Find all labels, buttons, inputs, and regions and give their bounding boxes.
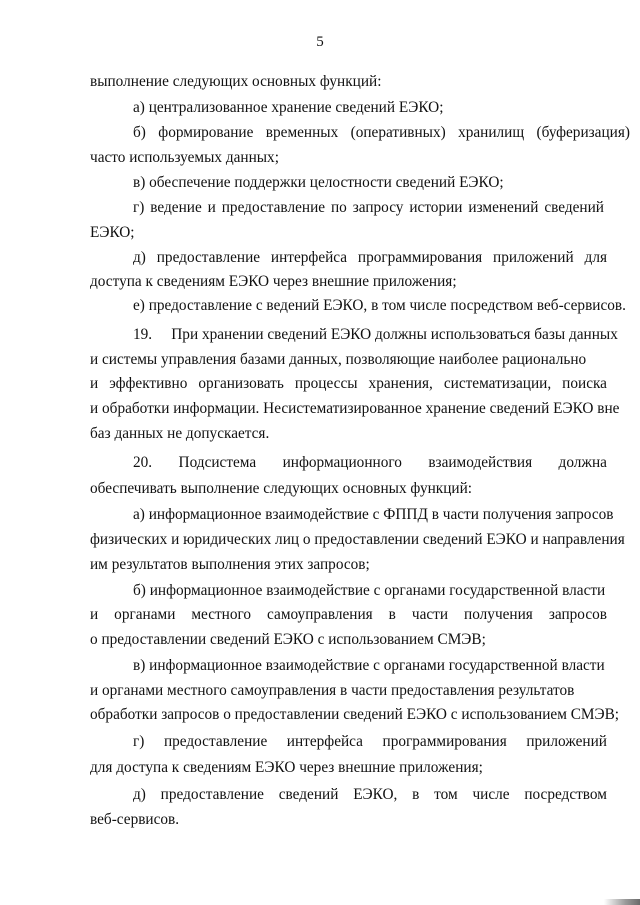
text-line: а) централизованное хранение сведений ЕЭКО; xyxy=(133,99,444,116)
text-word: (буферизация) xyxy=(536,124,630,141)
text-word: запросов xyxy=(548,606,607,623)
text-word: должна xyxy=(558,454,607,471)
text-line: е) предоставление с ведений ЕЭКО, в том числе посредством веб-сервисов. xyxy=(133,297,626,314)
text-line: обработки запросов о предоставлении сведений ЕЭКО с использованием СМЭВ; xyxy=(90,706,620,723)
text-line: выполнение следующих основных функций: xyxy=(90,73,382,90)
text-line: в) информационное взаимодействие с органами государственной власти xyxy=(133,657,605,674)
text-word: систематизации, xyxy=(443,375,552,392)
text-line xyxy=(133,786,607,804)
text-line: часто используемых данных; xyxy=(90,149,279,166)
text-word: взаимодействия xyxy=(428,454,533,471)
text-word: сведений xyxy=(278,786,339,803)
text-line xyxy=(90,606,607,624)
text-line: ЕЭКО; xyxy=(90,224,135,241)
text-line: о предоставлении сведений ЕЭКО с использованием СМЭВ; xyxy=(90,631,486,648)
text-word: д) xyxy=(133,249,146,266)
text-word: запросу xyxy=(352,199,404,216)
text-line: доступа к сведениям ЕЭКО через внешние приложения; xyxy=(90,273,457,290)
text-line: баз данных не допускается. xyxy=(90,425,270,442)
text-line xyxy=(133,249,607,267)
text-word: д) xyxy=(133,786,146,803)
scan-edge-mark xyxy=(604,899,640,905)
text-line xyxy=(133,124,630,142)
text-word: хранения, xyxy=(368,375,433,392)
text-word: в xyxy=(412,786,420,803)
text-word: предоставление xyxy=(156,249,261,266)
text-word: хранилищ xyxy=(458,124,525,141)
text-line: б) информационное взаимодействие с органами государственной власти xyxy=(133,582,606,599)
text-line: и органами местного самоуправления в части предоставления результатов xyxy=(90,682,575,699)
text-word: для xyxy=(584,249,607,266)
text-word: интерфейса xyxy=(270,249,348,266)
text-word: информационного xyxy=(282,454,402,471)
text-word: и xyxy=(90,375,99,392)
text-word: приложений xyxy=(526,733,607,750)
text-word: и xyxy=(90,606,99,623)
text-word: временных xyxy=(265,124,339,141)
text-line: физических и юридических лиц о предоставлении сведений ЕЭКО и направления xyxy=(90,531,625,548)
text-line xyxy=(90,375,607,393)
text-word: процессы xyxy=(294,375,358,392)
text-word: части xyxy=(411,606,449,623)
text-word: в xyxy=(388,606,396,623)
text-line: 19. При хранении сведений ЕЭКО должны использоваться базы данных xyxy=(133,326,618,343)
text-line xyxy=(133,733,607,751)
text-line: веб-сервисов. xyxy=(90,811,180,828)
text-word: 20. xyxy=(133,454,153,471)
text-word: и xyxy=(207,199,216,216)
text-word: по xyxy=(330,199,347,216)
text-word: Подсистема xyxy=(178,454,257,471)
text-word: предоставление xyxy=(221,199,326,216)
text-line: и системы управления базами данных, позволяющие наиболее рационально xyxy=(90,351,587,368)
text-word: посредством xyxy=(524,786,607,803)
text-word: том xyxy=(434,786,458,803)
text-line xyxy=(133,454,607,472)
text-word: истории xyxy=(409,199,463,216)
text-word: поиска xyxy=(562,375,607,392)
text-line: и обработки информации. Несистематизированное хранение сведений ЕЭКО вне xyxy=(90,400,620,417)
text-word: программирования xyxy=(382,733,507,750)
text-word: г) xyxy=(133,733,145,750)
text-word: (оперативных) xyxy=(350,124,446,141)
text-word: сведений xyxy=(544,199,604,216)
text-word: эффективно xyxy=(109,375,188,392)
text-word: ведение xyxy=(150,199,202,216)
text-line: в) обеспечение поддержки целостности сведений ЕЭКО; xyxy=(133,174,504,191)
text-line: а) информационное взаимодействие с ФППД в части получения запросов xyxy=(133,506,614,523)
text-word: формирование xyxy=(158,124,254,141)
text-word: предоставление xyxy=(163,733,268,750)
text-word: изменений xyxy=(468,199,539,216)
text-word: б) xyxy=(133,124,146,141)
text-word: числе xyxy=(472,786,510,803)
text-word: получения xyxy=(464,606,533,623)
text-word: программирования xyxy=(357,249,483,266)
text-word: предоставление xyxy=(160,786,264,803)
text-word: организовать xyxy=(198,375,284,392)
text-word: органами xyxy=(114,606,176,623)
text-line: им результатов выполнения этих запросов; xyxy=(90,556,370,573)
text-word: самоуправления xyxy=(267,606,373,623)
text-line xyxy=(133,199,604,217)
text-word: ЕЭКО, xyxy=(353,786,398,803)
text-line: обеспечивать выполнение следующих основных функций: xyxy=(90,480,473,497)
text-line: для доступа к сведениям ЕЭКО через внешние приложения; xyxy=(90,759,483,776)
text-word: местного xyxy=(191,606,252,623)
page-number: 5 xyxy=(316,34,324,50)
text-word: приложений xyxy=(493,249,574,266)
text-word: г) xyxy=(133,199,145,216)
text-word: интерфейса xyxy=(286,733,363,750)
